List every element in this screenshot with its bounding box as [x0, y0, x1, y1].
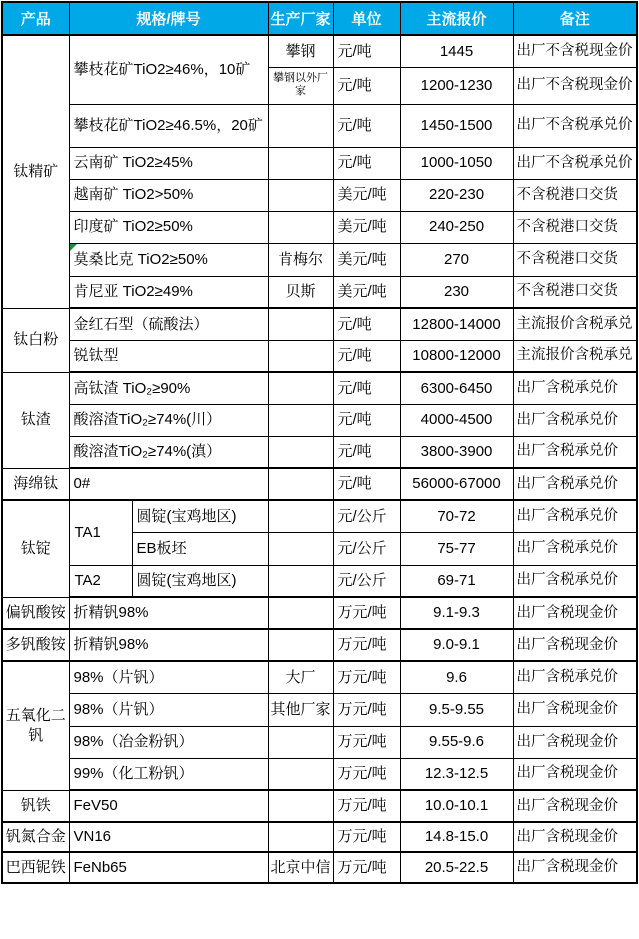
cell-manufacturer-text: 攀钢 — [285, 42, 316, 60]
cell-remark — [513, 276, 637, 308]
cell-unit-text: 元/吨 — [337, 154, 372, 172]
cell-manufacturer — [268, 822, 333, 852]
cell-price — [400, 597, 513, 629]
cell-spec — [69, 629, 268, 661]
cell-remark-text: 不含税港口交货 — [516, 283, 619, 300]
cell-price — [400, 629, 513, 661]
cell-remark-text: 出厂含税承兑价 — [516, 668, 619, 685]
cell-product — [2, 500, 69, 597]
cell-unit-text: 美元/吨 — [337, 283, 387, 300]
cell-spec — [69, 597, 268, 629]
cell-remark-text: 出厂含税现金价 — [516, 859, 619, 876]
cell-unit — [333, 104, 400, 147]
cell-manufacturer — [268, 629, 333, 661]
cell-spec-text: 肯尼亚 TiO2≥49% — [73, 283, 193, 300]
cell-spec-form — [132, 532, 268, 565]
cell-price-text: 240-250 — [428, 218, 485, 236]
cell-spec-text: 印度矿 TiO2≥50% — [73, 218, 193, 236]
cell-manufacturer — [268, 211, 333, 243]
cell-product-text: 巴西铌铁 — [5, 858, 66, 876]
cell-remark-text: 出厂含税现金价 — [516, 765, 619, 782]
cell-unit-text: 元/吨 — [337, 443, 372, 460]
cell-product-text: 钛白粉 — [13, 331, 59, 349]
table-row — [2, 308, 637, 340]
cell-spec — [69, 340, 268, 372]
cell-unit-text: 元/吨 — [337, 116, 372, 134]
cell-price — [400, 67, 513, 104]
cell-price — [400, 565, 513, 597]
cell-spec — [69, 104, 268, 147]
cell-unit — [333, 597, 400, 629]
cell-price-text: 69-71 — [437, 572, 476, 589]
table-row — [2, 104, 637, 147]
table-row — [2, 211, 637, 243]
cell-product-text: 五氧化二钒 — [5, 707, 66, 744]
cell-remark — [513, 67, 637, 104]
table-row — [2, 790, 637, 822]
cell-remark — [513, 852, 637, 883]
cell-remark — [513, 629, 637, 661]
cell-spec-form — [132, 500, 268, 532]
cell-unit-text: 万元/吨 — [337, 604, 387, 622]
cell-unit — [333, 67, 400, 104]
cell-spec — [69, 790, 268, 822]
cell-remark — [513, 404, 637, 436]
table-row — [2, 661, 637, 693]
cell-unit-text: 元/吨 — [337, 315, 372, 333]
table-row — [2, 468, 637, 500]
cell-price — [400, 790, 513, 822]
cell-price-text: 4000-4500 — [420, 411, 493, 429]
cell-spec-text: 酸溶渣TiO₂≥74%(川） — [73, 411, 222, 429]
cell-remark — [513, 308, 637, 340]
cell-unit-text: 万元/吨 — [337, 733, 387, 751]
cell-product-text: 海绵钛 — [13, 475, 59, 492]
cell-price-text: 9.55-9.6 — [428, 733, 485, 751]
table-row — [2, 597, 637, 629]
cell-remark-text: 出厂不含税承兑价 — [516, 154, 633, 171]
cell-remark-text: 不含税港口交货 — [516, 186, 619, 203]
cell-manufacturer — [268, 532, 333, 565]
cell-manufacturer — [268, 147, 333, 179]
cell-price — [400, 308, 513, 340]
cell-unit — [333, 340, 400, 372]
cell-unit — [333, 532, 400, 565]
cell-manufacturer — [268, 35, 333, 67]
cell-manufacturer — [268, 852, 333, 883]
cell-price — [400, 104, 513, 147]
cell-spec-text: 攀枝花矿TiO2≥46%，10矿 — [73, 61, 251, 78]
cell-remark — [513, 243, 637, 276]
cell-spec-text: 0# — [73, 475, 91, 493]
cell-unit — [333, 629, 400, 661]
cell-spec-text: 98%（冶金粉钒） — [73, 733, 194, 751]
cell-unit-text: 万元/吨 — [337, 828, 387, 846]
cell-unit-text: 万元/吨 — [337, 668, 387, 686]
cell-remark-text: 出厂含税承兑价 — [516, 475, 619, 492]
cell-price-text: 12800-14000 — [412, 315, 501, 333]
cell-price — [400, 35, 513, 67]
cell-price — [400, 726, 513, 758]
cell-unit — [333, 726, 400, 758]
cell-unit — [333, 822, 400, 852]
cell-unit — [333, 243, 400, 276]
cell-product — [2, 308, 69, 372]
cell-price-text: 9.1-9.3 — [433, 604, 480, 622]
cell-manufacturer — [268, 661, 333, 693]
cell-unit-text: 元/公斤 — [337, 507, 387, 525]
table-row — [2, 243, 637, 276]
cell-remark-text: 出厂含税承兑价 — [516, 572, 619, 589]
cell-unit-text: 万元/吨 — [337, 797, 387, 815]
cell-unit — [333, 790, 400, 822]
column-header-remark: 备注 — [513, 2, 637, 35]
cell-spec — [69, 822, 268, 852]
cell-spec-grade — [69, 565, 132, 597]
table-row — [2, 565, 637, 597]
cell-unit-text: 元/公斤 — [337, 572, 387, 589]
cell-spec — [69, 372, 268, 404]
cell-unit — [333, 372, 400, 404]
cell-manufacturer — [268, 340, 333, 372]
cell-product-text: 偏钒酸铵 — [5, 604, 66, 621]
cell-spec — [69, 404, 268, 436]
cell-manufacturer — [268, 179, 333, 211]
cell-spec-grade-text: TA2 — [74, 572, 101, 589]
cell-manufacturer-text: 北京中信 — [270, 858, 331, 876]
cell-manufacturer — [268, 372, 333, 404]
cell-spec-text: FeV50 — [73, 797, 118, 815]
cell-unit — [333, 468, 400, 500]
cell-manufacturer-text: 肯梅尔 — [278, 250, 324, 268]
cell-remark — [513, 147, 637, 179]
cell-product — [2, 629, 69, 661]
cell-remark — [513, 597, 637, 629]
cell-spec — [69, 211, 268, 243]
cell-unit-text: 万元/吨 — [337, 700, 387, 718]
cell-remark-text: 主流报价含税承兑 — [516, 347, 633, 364]
cell-remark-text: 出厂不含税现金价 — [516, 77, 633, 94]
cell-price — [400, 661, 513, 693]
cell-unit-text: 万元/吨 — [337, 858, 387, 876]
cell-price — [400, 852, 513, 883]
cell-remark — [513, 790, 637, 822]
cell-unit — [333, 436, 400, 468]
cell-unit — [333, 308, 400, 340]
cell-spec-text: VN16 — [73, 828, 112, 846]
cell-spec — [69, 852, 268, 883]
cell-remark — [513, 372, 637, 404]
cell-price — [400, 693, 513, 726]
cell-product — [2, 372, 69, 468]
cell-price — [400, 243, 513, 276]
cell-unit-text: 元/吨 — [337, 76, 372, 94]
cell-product — [2, 661, 69, 790]
cell-product — [2, 852, 69, 883]
cell-manufacturer — [268, 597, 333, 629]
cell-remark-text: 出厂含税现金价 — [516, 636, 619, 653]
cell-remark-text: 不含税港口交货 — [516, 251, 619, 268]
cell-price-text: 75-77 — [437, 539, 476, 557]
cell-price — [400, 468, 513, 500]
table-row — [2, 852, 637, 883]
cell-spec-text: 高钛渣 TiO₂≥90% — [73, 379, 191, 397]
cell-remark — [513, 179, 637, 211]
cell-manufacturer — [268, 276, 333, 308]
cell-unit-text: 元/吨 — [337, 475, 372, 493]
cell-price-text: 1000-1050 — [420, 154, 493, 172]
cell-spec-text: 云南矿 TiO2≥45% — [73, 154, 193, 172]
cell-manufacturer — [268, 67, 333, 104]
cell-spec — [69, 661, 268, 693]
table-row — [2, 35, 637, 67]
cell-price-text: 270 — [444, 250, 470, 268]
cell-price — [400, 372, 513, 404]
cell-spec-text: 金红石型（硫酸法） — [73, 315, 209, 333]
cell-product — [2, 790, 69, 822]
column-header-product: 产品 — [2, 2, 69, 35]
cell-price-text: 6300-6450 — [420, 379, 493, 397]
cell-unit — [333, 500, 400, 532]
cell-manufacturer — [268, 308, 333, 340]
table-row — [2, 726, 637, 758]
cell-product-text: 钛渣 — [20, 411, 51, 429]
cell-remark — [513, 661, 637, 693]
cell-product-text: 钛锭 — [20, 540, 51, 557]
cell-price-text: 10800-12000 — [412, 347, 501, 364]
cell-spec-text: 折精钒98% — [73, 604, 149, 622]
cell-remark — [513, 758, 637, 790]
cell-manufacturer — [268, 104, 333, 147]
cell-unit — [333, 276, 400, 308]
cell-unit — [333, 852, 400, 883]
cell-remark — [513, 500, 637, 532]
cell-remark-text: 出厂含税承兑价 — [516, 540, 619, 557]
cell-manufacturer — [268, 404, 333, 436]
cell-remark-text: 主流报价含税承兑 — [516, 315, 633, 332]
cell-manufacturer-text: 攀钢以外厂家 — [273, 71, 329, 97]
cell-remark-text: 出厂不含税承兑价 — [516, 117, 633, 134]
cell-unit — [333, 179, 400, 211]
column-header-spec: 规格/牌号 — [69, 2, 268, 35]
table-row — [2, 276, 637, 308]
cell-remark — [513, 532, 637, 565]
cell-spec — [69, 468, 268, 500]
table-row — [2, 147, 637, 179]
cell-spec — [69, 276, 268, 308]
cell-product — [2, 35, 69, 308]
cell-remark — [513, 565, 637, 597]
cell-unit-text: 元/吨 — [337, 347, 372, 364]
cell-unit-text: 元/吨 — [337, 42, 372, 60]
cell-unit-text: 元/公斤 — [337, 539, 387, 557]
cell-manufacturer-text: 其他厂家 — [270, 700, 331, 718]
cell-unit — [333, 211, 400, 243]
cell-remark-text: 出厂含税承兑价 — [516, 379, 619, 396]
cell-price-text: 9.0-9.1 — [433, 636, 480, 654]
cell-spec-text: 98%（片钒） — [73, 700, 164, 718]
cell-spec — [69, 179, 268, 211]
cell-price-text: 1200-1230 — [420, 76, 493, 94]
cell-spec-form-text: 圆锭(宝鸡地区) — [136, 507, 237, 525]
cell-remark-text: 出厂含税承兑价 — [516, 507, 619, 524]
cell-remark-text: 出厂含税现金价 — [516, 604, 619, 621]
cell-remark — [513, 436, 637, 468]
cell-price-text: 220-230 — [428, 186, 485, 204]
column-header-unit: 单位 — [333, 2, 400, 35]
column-header-manufacturer: 生产厂家 — [268, 2, 333, 35]
table-row — [2, 500, 637, 532]
cell-remark-text: 出厂含税现金价 — [516, 733, 619, 750]
cell-product — [2, 468, 69, 500]
cell-remark — [513, 211, 637, 243]
table-row — [2, 179, 637, 211]
cell-manufacturer — [268, 436, 333, 468]
cell-unit-text: 万元/吨 — [337, 765, 387, 782]
cell-remark — [513, 468, 637, 500]
table-body — [2, 35, 637, 883]
cell-product — [2, 822, 69, 852]
cell-spec — [69, 758, 268, 790]
cell-price — [400, 822, 513, 852]
cell-price — [400, 179, 513, 211]
cell-price — [400, 211, 513, 243]
cell-manufacturer — [268, 726, 333, 758]
cell-price-text: 14.8-15.0 — [424, 828, 489, 846]
cell-spec-form-text: EB板坯 — [136, 539, 187, 557]
cell-price-text: 3800-3900 — [420, 443, 493, 460]
cell-unit-text: 美元/吨 — [337, 250, 387, 268]
table-row — [2, 340, 637, 372]
cell-unit-text: 元/吨 — [337, 411, 372, 429]
cell-price-text: 10.0-10.1 — [424, 797, 489, 815]
cell-spec-text: 莫桑比克 TiO2≥50% — [73, 250, 208, 268]
cell-price — [400, 404, 513, 436]
cell-price — [400, 532, 513, 565]
cell-spec — [69, 243, 268, 276]
cell-manufacturer-text: 大厂 — [285, 668, 316, 686]
cell-product-text: 多钒酸铵 — [5, 636, 66, 654]
cell-product-text: 钒铁 — [20, 797, 51, 814]
cell-spec-form — [132, 565, 268, 597]
cell-manufacturer — [268, 790, 333, 822]
cell-spec-grade — [69, 500, 132, 565]
cell-remark-text: 出厂含税承兑价 — [516, 443, 619, 460]
cell-price-text: 230 — [444, 283, 470, 300]
table-row — [2, 372, 637, 404]
cell-product-text: 钛精矿 — [13, 163, 59, 180]
cell-price-text: 12.3-12.5 — [424, 765, 489, 782]
cell-spec — [69, 308, 268, 340]
column-header-price: 主流报价 — [400, 2, 513, 35]
cell-price-text: 9.6 — [446, 668, 467, 686]
cell-price — [400, 340, 513, 372]
cell-spec — [69, 147, 268, 179]
cell-remark-text: 出厂含税现金价 — [516, 797, 619, 814]
cell-product — [2, 597, 69, 629]
table-row — [2, 822, 637, 852]
cell-remark-text: 出厂含税现金价 — [516, 828, 619, 845]
cell-unit-text: 万元/吨 — [337, 636, 387, 654]
cell-spec-form-text: 圆锭(宝鸡地区) — [136, 572, 237, 589]
cell-spec-text: 越南矿 TiO2>50% — [73, 186, 194, 204]
cell-spec — [69, 436, 268, 468]
cell-remark — [513, 104, 637, 147]
cell-spec-text: 锐钛型 — [73, 347, 119, 364]
price-table — [1, 1, 638, 884]
cell-price — [400, 147, 513, 179]
cell-manufacturer — [268, 565, 333, 597]
cell-remark — [513, 822, 637, 852]
cell-remark — [513, 340, 637, 372]
cell-remark — [513, 693, 637, 726]
cell-price-text: 70-72 — [437, 507, 476, 525]
cell-price-text: 1445 — [439, 42, 474, 60]
cell-unit — [333, 147, 400, 179]
cell-manufacturer — [268, 468, 333, 500]
cell-unit — [333, 35, 400, 67]
cell-unit-text: 元/吨 — [337, 379, 372, 397]
table-row — [2, 693, 637, 726]
cell-price — [400, 436, 513, 468]
cell-remark — [513, 726, 637, 758]
cell-price-text: 20.5-22.5 — [424, 858, 489, 876]
cell-remark-text: 不含税港口交货 — [516, 218, 619, 235]
cell-price-text: 56000-67000 — [412, 475, 501, 493]
table-row — [2, 404, 637, 436]
cell-spec-text: 折精钒98% — [73, 636, 149, 654]
cell-unit — [333, 693, 400, 726]
cell-remark-text: 出厂含税现金价 — [516, 701, 619, 718]
cell-price — [400, 276, 513, 308]
cell-manufacturer-text: 贝斯 — [285, 283, 316, 300]
cell-spec-text: 酸溶渣TiO₂≥74%(滇） — [73, 443, 222, 460]
cell-spec — [69, 726, 268, 758]
cell-price-text: 1450-1500 — [420, 116, 493, 134]
cell-price — [400, 758, 513, 790]
cell-unit-text: 美元/吨 — [337, 218, 387, 236]
cell-manufacturer — [268, 243, 333, 276]
table-row — [2, 629, 637, 661]
cell-spec-grade-text: TA1 — [74, 524, 101, 541]
cell-unit — [333, 661, 400, 693]
cell-unit — [333, 404, 400, 436]
cell-spec-text: 攀枝花矿TiO2≥46.5%，20矿 — [73, 116, 263, 134]
cell-price-text: 9.5-9.55 — [428, 700, 485, 718]
cell-spec-text: FeNb65 — [73, 858, 127, 876]
cell-unit — [333, 565, 400, 597]
cell-price — [400, 500, 513, 532]
table-row — [2, 436, 637, 468]
cell-manufacturer — [268, 693, 333, 726]
cell-unit-text: 美元/吨 — [337, 186, 387, 204]
cell-spec-text: 98%（片钒） — [73, 668, 164, 686]
table-row — [2, 758, 637, 790]
cell-spec — [69, 693, 268, 726]
cell-remark-text: 出厂不含税现金价 — [516, 42, 633, 59]
cell-manufacturer — [268, 500, 333, 532]
cell-spec-text: 99%（化工粉钒） — [73, 765, 194, 782]
cell-spec — [69, 35, 268, 104]
cell-remark-text: 出厂含税承兑价 — [516, 411, 619, 428]
header-row — [2, 2, 637, 35]
comment-marker-icon — [70, 244, 77, 251]
cell-unit — [333, 758, 400, 790]
cell-manufacturer — [268, 758, 333, 790]
cell-remark — [513, 35, 637, 67]
cell-product-text: 钒氮合金 — [5, 828, 66, 846]
